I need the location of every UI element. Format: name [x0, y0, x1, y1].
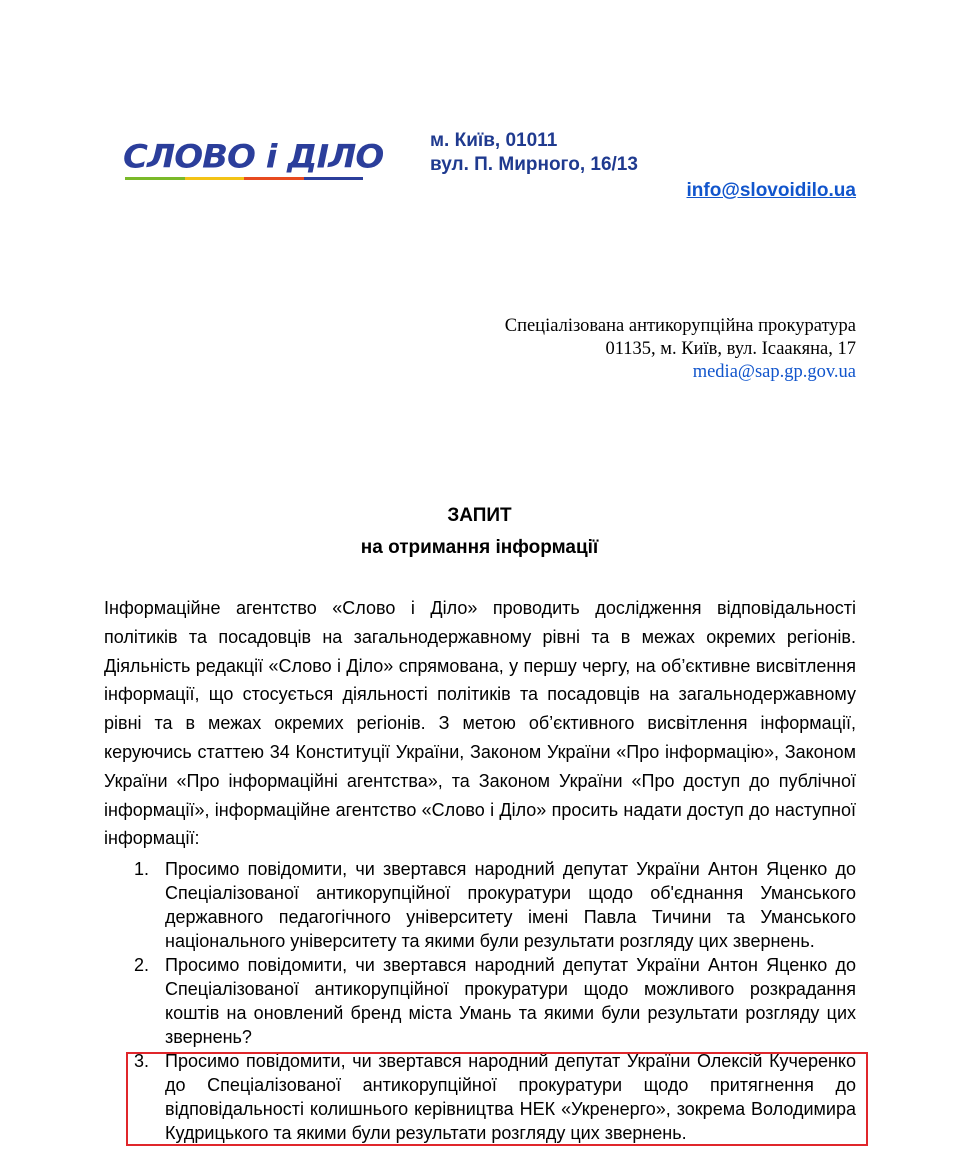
list-item: [104, 953, 856, 1049]
list-item-text: Просимо повідомити, чи звертався народний депутат України Антон Яценко до Спеціалізованої антикорупційної прокуратури щодо можливого розкрадання коштів на оновлений бренд міста Умань та якими були результати розгляду цих звернень?: [165, 955, 856, 1047]
list-item-number: 1.: [134, 859, 150, 879]
list-item-number: 2.: [134, 955, 150, 975]
sender-city: м. Київ, 01011: [430, 130, 558, 151]
list-item-text: Просимо повідомити, чи звертався народний депутат України Олексій Кучеренко до Спеціалізованої антикорупційної прокуратури щодо притягнення до відповідальності колишнього керівництва НЕК «Укренерго», зокрема Володимира Кудрицького та якими були результати розгляду цих звернень.: [165, 1051, 856, 1143]
logo-text: СЛОВО і ДІЛО: [123, 138, 384, 177]
intro-paragraph: Інформаційне агентство «Слово і Діло» проводить дослідження відповідальності політиків та посадовців на загальнодержавному рівні та в межах окремих регіонів. Діяльність редакції «Слово і Діло» спрямована, у першу чергу, на об’єктивне висвітлення інформації, що стосується діяльності політиків та посадовців на загальнодержавному рівні та в межах окремих регіонів. З метою об’єктивного висвітлення інформації, керуючись статтею 34 Конституції України, Законом України «Про інформацію», Законом України «Про інформаційні агентства», та Законом України «Про доступ до публічної інформації», інформаційне агентство «Слово і Діло» просить надати доступ до наступної інформації:: [104, 598, 856, 849]
recipient-block: [505, 315, 856, 384]
logo-bar-red: [244, 177, 304, 180]
list-item-number: 3.: [134, 1051, 150, 1071]
logo: [123, 138, 384, 182]
recipient-address: 01135, м. Київ, вул. Ісаакяна, 17: [605, 339, 856, 359]
document-subtitle: на отримання інформації: [360, 537, 599, 558]
logo-color-bar: [125, 177, 363, 180]
list-item-text: Просимо повідомити, чи звертався народний депутат України Антон Яценко до Спеціалізованої антикорупційної прокуратури щодо об'єднання Уманського державного педагогічного університету імені Павла Тичини та Уманського національного університету та якими були результати розгляду цих звернень.: [165, 859, 856, 951]
sender-email-link[interactable]: info@slovoidilo.ua: [686, 180, 856, 201]
recipient-name: Спеціалізована антикорупційна прокуратура: [504, 316, 856, 336]
logo-bar-green: [125, 177, 185, 180]
sender-address: [430, 129, 638, 177]
sender-street: вул. П. Мирного, 16/13: [430, 154, 638, 175]
document-title: ЗАПИТ: [447, 505, 512, 526]
logo-bar-yellow: [185, 177, 245, 180]
logo-bar-blue: [304, 177, 364, 180]
highlight-box: [126, 1052, 868, 1146]
recipient-email[interactable]: media@sap.gp.gov.ua: [692, 362, 856, 382]
list-item: [104, 857, 856, 953]
